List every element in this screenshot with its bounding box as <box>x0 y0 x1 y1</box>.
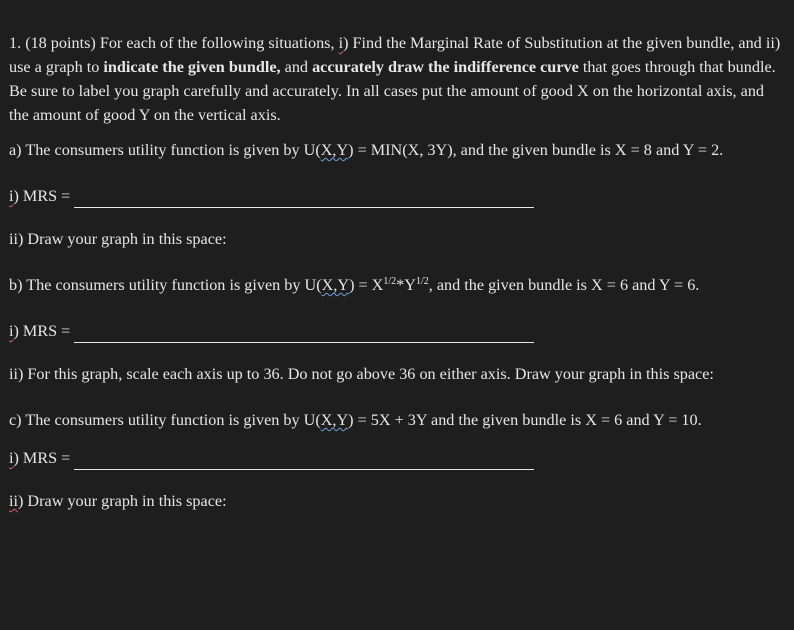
part-c-xy: X,Y <box>320 411 349 429</box>
intro-bold-curve: accurately draw the indifference curve <box>312 58 579 76</box>
problem-intro <box>9 31 787 127</box>
part-a-lead: a) The consumers utility function is given by U( <box>9 141 321 159</box>
part-c-mrs-answer-blank[interactable] <box>74 452 534 470</box>
intro-i-mark: i <box>338 34 344 52</box>
part-b-mrs-answer-blank[interactable] <box>74 325 534 343</box>
part-c-mrs-label: ) MRS = <box>13 449 71 467</box>
part-b-xy: X,Y <box>321 276 350 294</box>
part-b-i-mark: i <box>9 322 14 340</box>
part-b-mrs-row <box>9 319 787 343</box>
part-a-xy: X,Y <box>320 141 349 159</box>
part-b-exponent-x: 1/2 <box>383 276 397 287</box>
intro-text-a: ) Find the Marginal Rate of Substitution at the given bundle, and ii) use a graph to <box>9 34 781 76</box>
intro-text-b: that goes through that bundle. Be sure to label you graph carefully and accurately. In all cases put the amount of good X on the horizontal axis, and the amount of good Y on the vertical axis. <box>9 58 776 124</box>
part-c-ii-mark: ii <box>9 492 18 510</box>
part-c-graph-prompt-text: ) Draw your graph in this space: <box>18 492 227 510</box>
part-c-rest: ) = 5X + 3Y and the given bundle is X = 6 and Y = 10. <box>348 411 702 429</box>
part-a-graph-prompt: ii) Draw your graph in this space: <box>9 230 227 248</box>
part-b-lead: b) The consumers utility function is given by U( <box>9 276 322 294</box>
part-a-i-mark: i <box>9 187 14 205</box>
part-a-rest: ) = MIN(X, 3Y), and the given bundle is X = 8 and Y = 2. <box>348 141 724 159</box>
intro-bold-bundle: indicate the given bundle, <box>103 58 281 76</box>
part-a-mrs-row <box>9 184 787 208</box>
part-b-graph-prompt: ii) For this graph, scale each axis up to 36. Do not go above 36 on either axis. Draw your graph in this space: <box>9 365 714 383</box>
intro-number: 1. (18 points) For each of the following situations, <box>9 34 339 52</box>
problem-document <box>9 31 787 535</box>
part-c-i-mark: i <box>9 449 14 467</box>
part-b-mrs-label: ) MRS = <box>13 322 71 340</box>
part-a-question <box>9 138 787 162</box>
part-b-mid: ) = X <box>349 276 384 294</box>
part-c-question <box>9 408 787 432</box>
part-b-question <box>9 273 787 297</box>
part-a-mrs-label: ) MRS = <box>13 187 71 205</box>
intro-and: and <box>280 58 313 76</box>
part-c-mrs-row <box>9 446 787 470</box>
part-b-star: *Y <box>396 276 416 294</box>
part-b-exponent-y: 1/2 <box>415 276 429 287</box>
part-c-graph-prompt <box>9 489 787 513</box>
part-c-lead: c) The consumers utility function is given by U( <box>9 411 321 429</box>
part-b-rest: , and the given bundle is X = 6 and Y = 6. <box>428 276 700 294</box>
part-a-mrs-answer-blank[interactable] <box>74 190 534 208</box>
